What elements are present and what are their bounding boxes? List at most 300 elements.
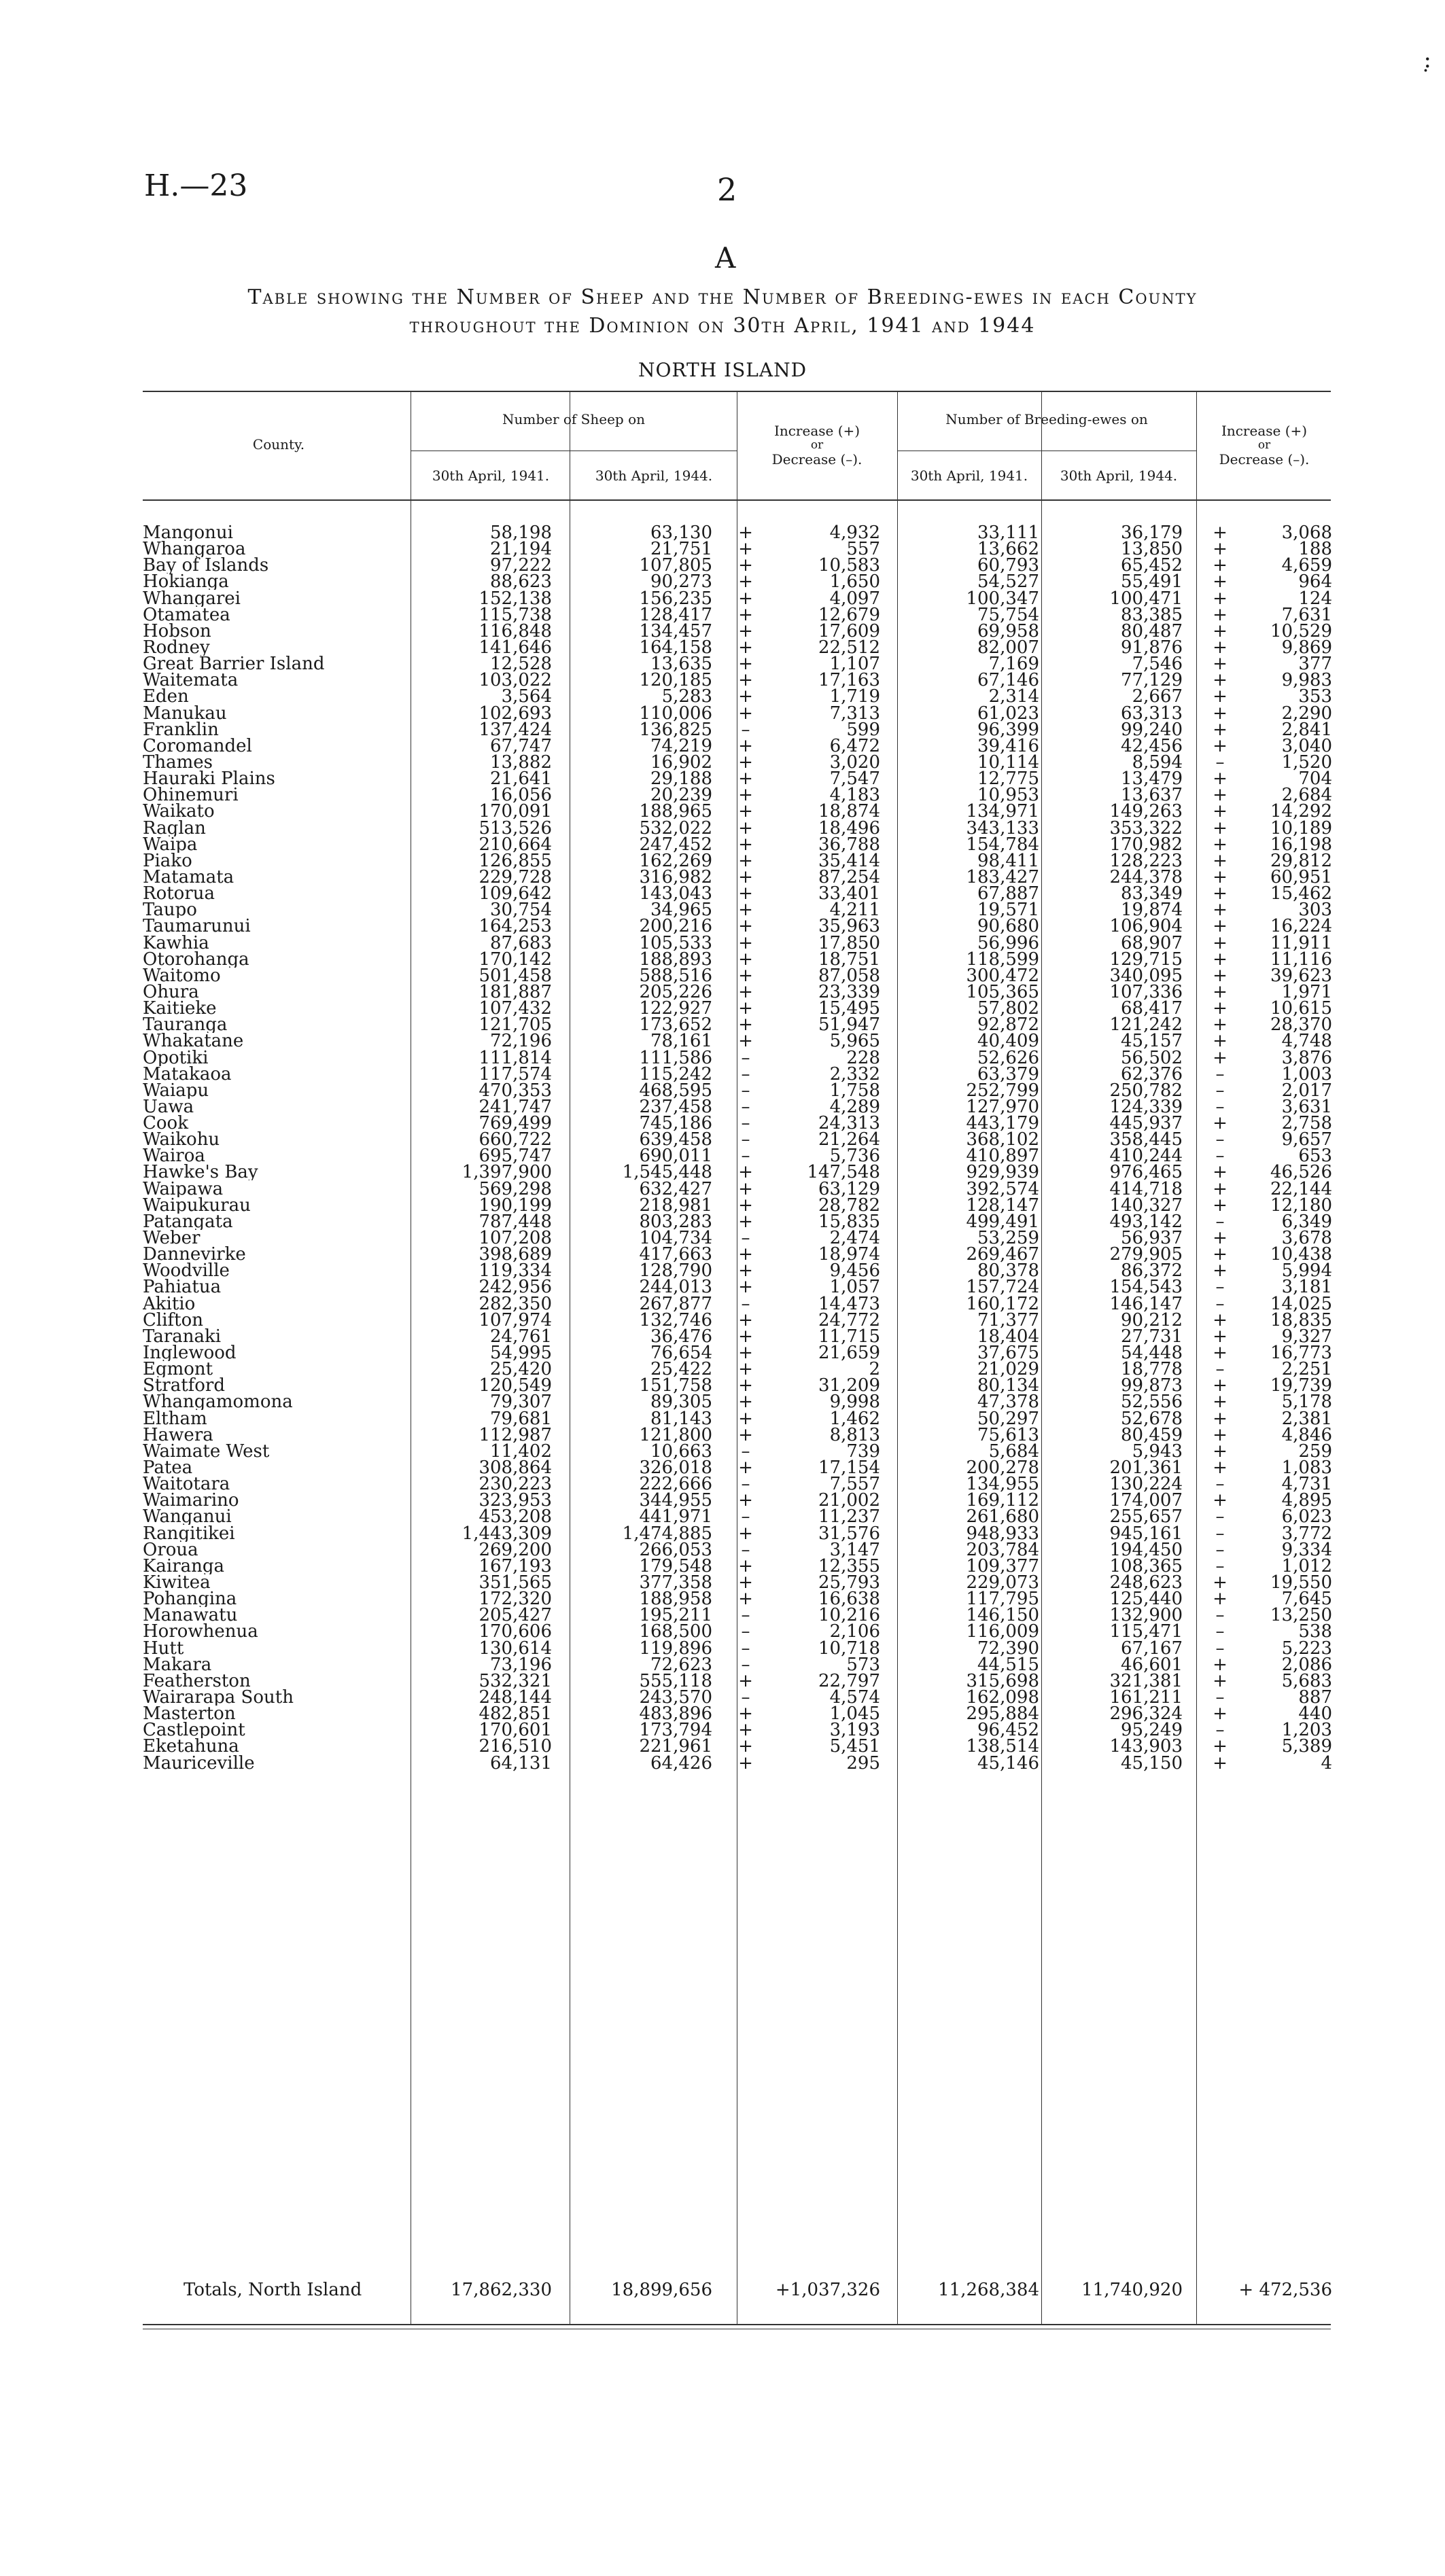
ewes-change-sign: +	[1213, 620, 1228, 641]
county-name: Wanganui	[143, 1508, 232, 1525]
ewes-change-sign: +	[1213, 1589, 1228, 1610]
ewes-change-value: 1,520	[1281, 752, 1332, 773]
sheep-change-sign: +	[738, 620, 753, 641]
county-name: Kaitieke	[143, 1000, 217, 1017]
county-name: Patea	[143, 1460, 193, 1477]
table-row	[143, 1162, 1332, 1183]
sheep-change-sign: –	[741, 1113, 750, 1134]
ewes-1941: 5,684	[988, 1441, 1039, 1462]
sheep-change-value: 16,638	[818, 1589, 880, 1610]
sheep-1941: 13,882	[490, 752, 552, 773]
sheep-change-sign: –	[741, 1441, 750, 1462]
ewes-change-value: 18,835	[1270, 1309, 1332, 1330]
sheep-change-sign: +	[738, 900, 753, 921]
table-row	[143, 1736, 1332, 1757]
sheep-change-sign: –	[741, 719, 750, 740]
ewes-change-value: 6,349	[1281, 1211, 1332, 1232]
ewes-change-value: 124	[1298, 588, 1332, 609]
table-row	[143, 801, 1332, 822]
sheep-change-sign: –	[741, 1047, 750, 1068]
ewes-1941: 12,775	[977, 769, 1039, 790]
sheep-change-sign: +	[738, 604, 753, 625]
ewes-change-sign: +	[1213, 1441, 1228, 1462]
ewes-1944: 130,224	[1109, 1474, 1183, 1495]
ewes-change-sign: –	[1215, 1293, 1225, 1314]
ewes-change-value: 3,876	[1281, 1047, 1332, 1068]
sheep-change-value: 7,313	[829, 703, 880, 724]
sheep-1941: 170,606	[478, 1621, 552, 1642]
ewes-1944: 296,324	[1109, 1704, 1183, 1725]
ewes-change-value: 538	[1298, 1621, 1332, 1642]
ewes-1944: 340,095	[1109, 965, 1183, 986]
sheep-1944-header: 30th April, 1944.	[595, 467, 713, 484]
sheep-1944: 1,474,885	[622, 1523, 712, 1544]
ewes-change-sign: –	[1215, 1523, 1225, 1544]
ewes-1944: 99,873	[1121, 1375, 1183, 1396]
ewes-1944: 149,263	[1109, 801, 1183, 822]
county-name: Manukau	[143, 705, 227, 722]
ewes-1941: 69,958	[977, 620, 1039, 641]
sheep-change-value: 10,583	[818, 555, 880, 576]
ewes-1941: 183,427	[966, 866, 1039, 887]
ewes-change-sign: –	[1215, 1506, 1225, 1528]
ewes-1941: 203,784	[966, 1539, 1039, 1560]
ewes-change-value: 19,550	[1270, 1572, 1332, 1593]
ewes-change-value: 2,251	[1281, 1359, 1332, 1380]
table-row	[143, 916, 1332, 937]
ewes-change-header-line-2: or	[1257, 438, 1271, 452]
ewes-change-value: 10,438	[1270, 1244, 1332, 1265]
ewes-change-sign: +	[1213, 817, 1228, 839]
sheep-1944: 344,955	[639, 1490, 712, 1511]
sheep-change-value: 17,609	[818, 620, 880, 641]
island-heading: NORTH ISLAND	[638, 359, 807, 381]
table-row	[143, 1752, 1332, 1774]
ewes-change-sign: –	[1215, 1359, 1225, 1380]
ewes-1944: 80,487	[1121, 620, 1183, 641]
page-number: 2	[717, 171, 737, 208]
sheep-change-value: 2,106	[829, 1621, 880, 1642]
ewes-1944: 7,546	[1132, 654, 1183, 675]
sheep-change-value: 33,401	[818, 883, 880, 904]
sheep-change-value: 18,496	[818, 817, 880, 839]
sheep-change-value: 14,473	[818, 1293, 880, 1314]
ewes-change-value: 28,370	[1270, 1014, 1332, 1036]
ewes-1941: 52,626	[977, 1047, 1039, 1068]
sheep-1941: 398,689	[478, 1244, 552, 1265]
ewes-1944: 976,465	[1109, 1162, 1183, 1183]
sheep-change-sign: +	[738, 785, 753, 806]
ewes-1941: 18,404	[977, 1326, 1039, 1347]
ewes-change-value: 303	[1298, 900, 1332, 921]
ewes-1941: 63,379	[977, 1063, 1039, 1084]
ewes-change-value: 440	[1298, 1704, 1332, 1725]
county-name: Kairanga	[143, 1557, 225, 1574]
county-name: Weber	[143, 1230, 201, 1247]
sheep-change-value: 5,451	[829, 1736, 880, 1757]
sheep-1941: 3,564	[501, 686, 552, 707]
sheep-1941: 190,199	[478, 1195, 552, 1216]
sheep-1941: 323,953	[478, 1490, 552, 1511]
sheep-change-sign: +	[738, 1704, 753, 1725]
sheep-change-sign: –	[741, 1605, 750, 1626]
ewes-change-sign: +	[1213, 1490, 1228, 1511]
ewes-1941: 67,887	[977, 883, 1039, 904]
ewes-group-header: Number of Breeding-ewes on	[945, 411, 1148, 427]
ewes-1941: 128,147	[966, 1195, 1039, 1216]
ewes-change-sign: –	[1215, 1277, 1225, 1298]
sheep-change-sign: +	[738, 670, 753, 691]
sheep-change-sign: +	[738, 1523, 753, 1544]
sheep-1941: 152,138	[478, 588, 552, 609]
sheep-change-value: 4,097	[829, 588, 880, 609]
ewes-change-value: 2,017	[1281, 1080, 1332, 1101]
sheep-change-sign: +	[738, 1309, 753, 1330]
sheep-change-sign: +	[738, 1359, 753, 1380]
sheep-1944: 104,734	[639, 1228, 712, 1249]
ewes-1944: 62,376	[1121, 1063, 1183, 1084]
sheep-1941: 109,642	[478, 883, 552, 904]
sheep-change-value: 5,965	[829, 1031, 880, 1052]
ewes-1941: 315,698	[966, 1670, 1039, 1691]
sheep-1941: 181,887	[478, 981, 552, 1002]
ewes-1941: 146,150	[966, 1605, 1039, 1626]
ewes-1944: 353,322	[1109, 817, 1183, 839]
ewes-1944: 321,381	[1109, 1670, 1183, 1691]
sheep-change-sign: +	[738, 1162, 753, 1183]
ewes-change-sign: +	[1213, 1113, 1228, 1134]
ewes-change-value: 353	[1298, 686, 1332, 707]
sheep-1941: 660,722	[478, 1129, 552, 1150]
totals-label: Totals, North Island	[184, 2280, 362, 2300]
ewes-change-value: 1,003	[1281, 1063, 1332, 1084]
ewes-change-sign: –	[1215, 1096, 1225, 1117]
sheep-1941: 73,196	[490, 1654, 552, 1675]
county-name: Dannevirke	[143, 1246, 246, 1263]
sheep-1941: 103,022	[478, 670, 552, 691]
ewes-1941: 67,146	[977, 670, 1039, 691]
sheep-1941: 24,761	[490, 1326, 552, 1347]
sheep-1941: 11,402	[490, 1441, 552, 1462]
county-name: Akitio	[143, 1295, 196, 1312]
sheep-1941: 282,350	[478, 1293, 552, 1314]
sheep-1944: 173,652	[639, 1014, 712, 1036]
county-header: County.	[252, 436, 305, 453]
sheep-1944: 115,242	[639, 1063, 712, 1084]
sheep-1944: 13,635	[650, 654, 712, 675]
ewes-1941: 134,955	[966, 1474, 1039, 1495]
ewes-change-value: 1,971	[1281, 981, 1332, 1002]
sheep-1944: 132,746	[639, 1309, 712, 1330]
ewes-1944: 86,372	[1121, 1260, 1183, 1282]
sheep-change-value: 147,548	[807, 1162, 880, 1183]
county-name: Cook	[143, 1115, 188, 1132]
sheep-change-sign: +	[738, 866, 753, 887]
totals-sheep-change: +1,037,326	[775, 2280, 880, 2300]
sheep-1941: 116,848	[478, 620, 552, 641]
sheep-change-sign: +	[738, 752, 753, 773]
ewes-change-value: 29,812	[1270, 850, 1332, 871]
ewes-1941: 134,971	[966, 801, 1039, 822]
ewes-change-value: 1,012	[1281, 1555, 1332, 1576]
county-name: Whangarei	[143, 590, 241, 607]
ewes-change-sign: –	[1215, 752, 1225, 773]
ewes-1944: 63,313	[1121, 703, 1183, 724]
ewes-1944: 27,731	[1121, 1326, 1183, 1347]
sheep-1944: 76,654	[650, 1343, 712, 1364]
ewes-change-value: 4	[1321, 1752, 1332, 1774]
table-row	[143, 1506, 1332, 1528]
sheep-change-value: 10,216	[818, 1605, 880, 1626]
county-name: Great Barrier Island	[143, 656, 325, 673]
ewes-change-value: 2,684	[1281, 785, 1332, 806]
ewes-change-sign: +	[1213, 719, 1228, 740]
sheep-change-value: 2,332	[829, 1063, 880, 1084]
sheep-1944: 5,283	[661, 686, 712, 707]
sheep-change-value: 6,472	[829, 735, 880, 756]
sheep-change-value: 4,289	[829, 1096, 880, 1117]
corner-mark: :̣	[1423, 46, 1431, 73]
totals-ewes-1941: 11,268,384	[938, 2280, 1039, 2300]
ewes-change-sign: +	[1213, 1244, 1228, 1265]
ewes-1941: 261,680	[966, 1506, 1039, 1528]
ewes-1944: 129,715	[1109, 949, 1183, 970]
ewes-1944: 45,150	[1121, 1752, 1183, 1774]
sheep-1944: 468,595	[639, 1080, 712, 1101]
sheep-1944: 168,500	[639, 1621, 712, 1642]
ewes-1941: 57,802	[977, 998, 1039, 1019]
ewes-1944: 56,502	[1121, 1047, 1183, 1068]
sheep-change-sign: +	[738, 916, 753, 937]
sheep-1941: 137,424	[478, 719, 552, 740]
ewes-change-sign: +	[1213, 1162, 1228, 1183]
sheep-1941: 12,528	[490, 654, 552, 675]
sheep-1944: 164,158	[639, 637, 712, 658]
ewes-1944: 55,491	[1121, 571, 1183, 593]
ewes-1944: 54,448	[1121, 1343, 1183, 1364]
county-name: Matakaoa	[143, 1065, 232, 1082]
sheep-change-value: 18,751	[818, 949, 880, 970]
sheep-change-header-line-2: or	[810, 438, 824, 452]
sheep-1941: 172,320	[478, 1589, 552, 1610]
sheep-1941: 482,851	[478, 1704, 552, 1725]
sheep-1941: 470,353	[478, 1080, 552, 1101]
ewes-1941: 392,574	[966, 1178, 1039, 1199]
ewes-1944: 2,667	[1132, 686, 1183, 707]
sheep-1941: 88,623	[490, 571, 552, 593]
ewes-1944: 445,937	[1109, 1113, 1183, 1134]
ewes-change-sign: –	[1215, 1638, 1225, 1659]
ewes-change-sign: +	[1213, 769, 1228, 790]
ewes-1944: 146,147	[1109, 1293, 1183, 1314]
table-row	[143, 1277, 1332, 1298]
sheep-change-sign: +	[738, 932, 753, 953]
county-name: Hawke's Bay	[143, 1164, 258, 1181]
ewes-1944: 106,904	[1109, 916, 1183, 937]
ewes-change-value: 19,739	[1270, 1375, 1332, 1396]
sheep-change-value: 10,718	[818, 1638, 880, 1659]
county-name: Manawatu	[143, 1607, 238, 1624]
county-name: Waitotara	[143, 1476, 230, 1493]
sheep-change-value: 739	[846, 1441, 880, 1462]
ewes-change-value: 704	[1298, 769, 1332, 790]
ewes-1941: 105,365	[966, 981, 1039, 1002]
ewes-change-header-line-3: Decrease (–).	[1219, 451, 1310, 467]
county-name: Hutt	[143, 1640, 184, 1657]
sheep-1944: 107,805	[639, 555, 712, 576]
ewes-change-sign: –	[1215, 1080, 1225, 1101]
ewes-1941: 33,111	[977, 523, 1039, 543]
sheep-1944: 555,118	[639, 1670, 712, 1691]
county-name: Waiapu	[143, 1082, 209, 1099]
ewes-1944: 18,778	[1121, 1359, 1183, 1380]
totals-sheep-1941: 17,862,330	[451, 2280, 552, 2300]
sheep-change-value: 1,650	[829, 571, 880, 593]
ewes-1941: 200,278	[966, 1458, 1039, 1479]
ewes-change-value: 2,086	[1281, 1654, 1332, 1675]
ewes-change-sign: +	[1213, 686, 1228, 707]
sheep-change-sign: +	[738, 523, 753, 543]
sheep-change-value: 17,163	[818, 670, 880, 691]
county-name: Franklin	[143, 721, 219, 738]
ewes-1941: 47,378	[977, 1392, 1039, 1413]
sheep-change-value: 1,719	[829, 686, 880, 707]
ewes-change-sign: –	[1215, 1129, 1225, 1150]
ewes-1944: 52,678	[1121, 1408, 1183, 1429]
ewes-1944-header: 30th April, 1944.	[1060, 467, 1178, 484]
ewes-change-value: 9,327	[1281, 1326, 1332, 1347]
ewes-change-value: 188	[1298, 539, 1332, 560]
county-name: Matamata	[143, 868, 234, 885]
sheep-1944: 417,663	[639, 1244, 712, 1265]
county-name: Waipukurau	[143, 1197, 251, 1214]
ewes-change-sign: +	[1213, 1424, 1228, 1445]
sheep-1941: 229,728	[478, 866, 552, 887]
ewes-1944: 132,900	[1109, 1605, 1183, 1626]
sheep-change-value: 557	[846, 539, 880, 560]
ewes-change-value: 12,180	[1270, 1195, 1332, 1216]
ewes-1941: 96,452	[977, 1720, 1039, 1741]
ewes-1944: 13,637	[1121, 785, 1183, 806]
county-name: Opotiki	[143, 1049, 209, 1066]
ewes-change-value: 259	[1298, 1441, 1332, 1462]
sheep-1941: 170,142	[478, 949, 552, 970]
sheep-change-value: 21,659	[818, 1343, 880, 1364]
ewes-change-sign: +	[1213, 1704, 1228, 1725]
ewes-change-value: 3,068	[1281, 523, 1332, 543]
ewes-change-sign: +	[1213, 834, 1228, 855]
ewes-1941: 295,884	[966, 1704, 1039, 1725]
county-name: Uawa	[143, 1098, 194, 1115]
ewes-1944: 115,471	[1109, 1621, 1183, 1642]
sheep-1944: 128,417	[639, 604, 712, 625]
sheep-group-header: Number of Sheep on	[502, 411, 646, 427]
sheep-change-sign: +	[738, 1195, 753, 1216]
ewes-change-value: 46,526	[1270, 1162, 1332, 1183]
sheep-change-value: 4,183	[829, 785, 880, 806]
sheep-1941: 248,144	[478, 1687, 552, 1708]
ewes-1944: 945,161	[1109, 1523, 1183, 1544]
ewes-1941: 117,795	[966, 1589, 1039, 1610]
county-name: Hobson	[143, 622, 211, 639]
ewes-change-sign: +	[1213, 1309, 1228, 1330]
sheep-change-sign: +	[738, 1736, 753, 1757]
sheep-1944: 205,226	[639, 981, 712, 1002]
sheep-1941: 216,510	[478, 1736, 552, 1757]
ewes-1941: 169,112	[966, 1490, 1039, 1511]
totals-row	[143, 2280, 1331, 2300]
sheep-change-sign: +	[738, 1458, 753, 1479]
sheep-1941: 1,443,309	[462, 1523, 552, 1544]
ewes-1944: 77,129	[1121, 670, 1183, 691]
sheep-change-sign: +	[738, 735, 753, 756]
ewes-change-value: 14,292	[1270, 801, 1332, 822]
ewes-change-sign: +	[1213, 1572, 1228, 1593]
sheep-change-sign: +	[738, 1392, 753, 1413]
ewes-1944: 248,623	[1109, 1572, 1183, 1593]
sheep-change-sign: –	[741, 1096, 750, 1117]
sheep-1944: 266,053	[639, 1539, 712, 1560]
ewes-change-value: 7,645	[1281, 1589, 1332, 1610]
ewes-1944: 8,594	[1132, 752, 1183, 773]
sheep-change-value: 8,813	[829, 1424, 880, 1445]
sheep-change-value: 25,793	[818, 1572, 880, 1593]
ewes-1944: 174,007	[1109, 1490, 1183, 1511]
sheep-change-sign: +	[738, 686, 753, 707]
sheep-change-value: 4,574	[829, 1687, 880, 1708]
table-row	[143, 1392, 1332, 1413]
table-bottom-rule	[143, 2324, 1331, 2325]
county-name: Kawhia	[143, 934, 209, 951]
ewes-change-value: 3,631	[1281, 1096, 1332, 1117]
sheep-change-sign: +	[738, 571, 753, 593]
sheep-1944: 173,794	[639, 1720, 712, 1741]
sheep-1941: 167,193	[478, 1555, 552, 1576]
ewes-change-value: 3,772	[1281, 1523, 1332, 1544]
ewes-change-value: 9,657	[1281, 1129, 1332, 1150]
ewes-change-value: 2,290	[1281, 703, 1332, 724]
county-name: Mangonui	[143, 525, 233, 541]
sheep-1944: 483,896	[639, 1704, 712, 1725]
ewes-1941: 61,023	[977, 703, 1039, 724]
sheep-change-sign: +	[738, 883, 753, 904]
ewes-change-sign: +	[1213, 1195, 1228, 1216]
county-name: Kiwitea	[143, 1574, 211, 1591]
ewes-change-sign: +	[1213, 1670, 1228, 1691]
county-name: Inglewood	[143, 1345, 237, 1362]
sheep-1944: 25,422	[650, 1359, 712, 1380]
sheep-1941: 115,738	[478, 604, 552, 625]
ewes-1944: 107,336	[1109, 981, 1183, 1002]
ewes-1944: 194,450	[1109, 1539, 1183, 1560]
county-name: Thames	[143, 754, 213, 771]
sheep-change-value: 31,209	[818, 1375, 880, 1396]
sheep-change-value: 21,002	[818, 1490, 880, 1511]
sheep-1941: 21,641	[490, 769, 552, 790]
county-name: Waipawa	[143, 1180, 224, 1197]
sheep-change-value: 35,414	[818, 850, 880, 871]
table-row	[143, 688, 1331, 705]
table-title-line-2: throughout the Dominion on 30th April, 1941 and 1944	[409, 314, 1036, 338]
ewes-1941: 80,378	[977, 1260, 1039, 1282]
ewes-change-sign: +	[1213, 1260, 1228, 1282]
sheep-change-value: 15,835	[818, 1211, 880, 1232]
ewes-1941: 60,793	[977, 555, 1039, 576]
ewes-change-sign: +	[1213, 1408, 1228, 1429]
ewes-1941: 252,799	[966, 1080, 1039, 1101]
sheep-1944: 243,570	[639, 1687, 712, 1708]
sheep-change-sign: +	[738, 1178, 753, 1199]
